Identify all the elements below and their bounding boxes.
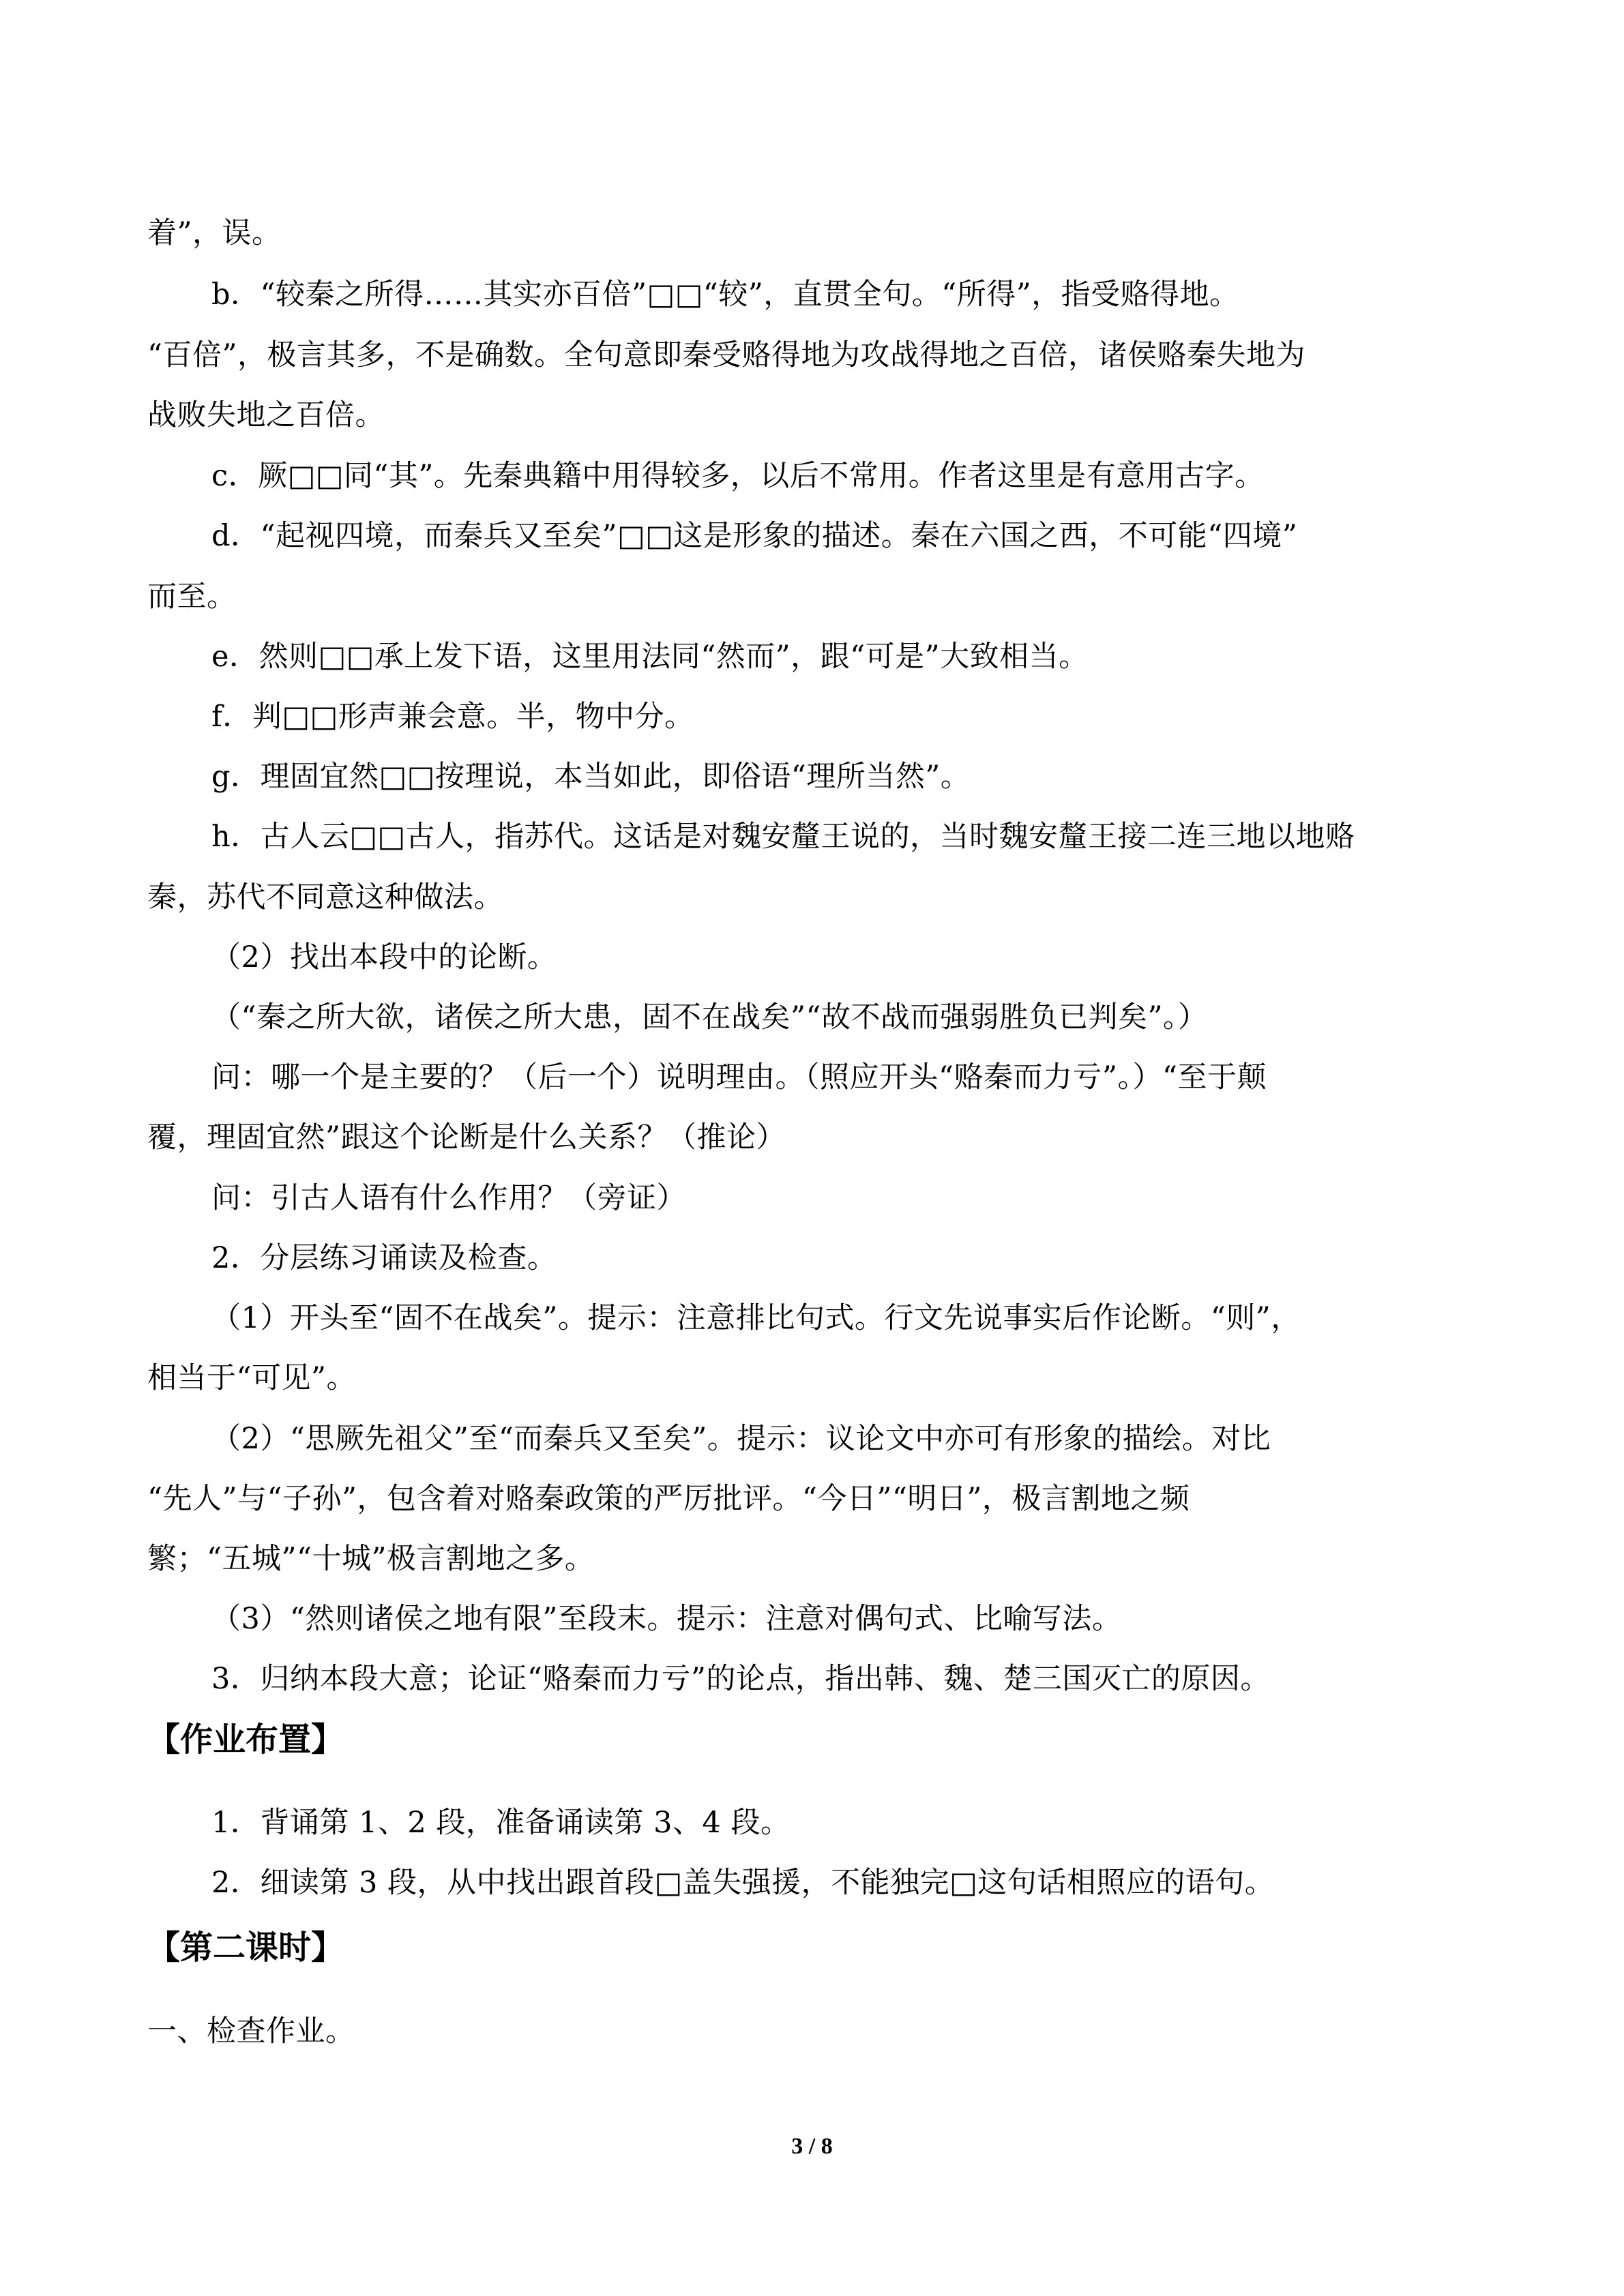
page-number: 3 / 8: [791, 2134, 833, 2159]
text-line: 问：引古人语有什么作用？（旁证）: [211, 1181, 686, 1215]
text-line: 覆，理固宜然”跟这个论断是什么关系？（推论）: [147, 1120, 786, 1154]
homework-item: 1．背诵第 1、2 段，准备诵读第 3、4 段。: [211, 1806, 791, 1840]
text-line: d．“起视四境，而秦兵又至矣”□□这是形象的描述。秦在六国之西，不可能“四境”: [211, 519, 1298, 553]
text-line: 2．分层练习诵读及检查。: [211, 1241, 557, 1275]
text-line: h．古人云□□古人，指苏代。这话是对魏安釐王说的，当时魏安釐王接二连三地以地赂: [211, 820, 1355, 854]
text-line: （2）找出本段中的论断。: [211, 940, 557, 974]
text-line: 着”，误。: [147, 216, 282, 250]
text-line: 繁；“五城”“十城”极言割地之多。: [147, 1542, 595, 1576]
text-line: g．理固宜然□□按理说，本当如此，即俗语“理所当然”。: [211, 760, 971, 794]
text-line: f．判□□形声兼会意。半，物中分。: [211, 700, 694, 734]
text-line: “百倍”，极言其多，不是确数。全句意即秦受赂得地为攻战得地之百倍，诸侯赂秦失地为: [147, 338, 1305, 372]
text-line: 秦，苏代不同意这种做法。: [147, 880, 503, 914]
text-line: 一、检查作业。: [147, 2014, 355, 2048]
text-line: “先人”与“子孙”，包含着对赂秦政策的严厉批评。“今日”“明日”，极言割地之频: [147, 1482, 1190, 1516]
text-line: 而至。: [147, 580, 237, 614]
section-heading-homework: 【作业布置】: [147, 1720, 344, 1759]
text-line: （3）“然则诸侯之地有限”至段末。提示：注意对偶句式、比喻写法。: [211, 1602, 1122, 1636]
text-line: b．“较秦之所得……其实亦百倍”□□“较”，直贯全句。“所得”，指受赂得地。: [211, 278, 1239, 312]
text-line: 战败失地之百倍。: [147, 398, 385, 432]
text-line: （“秦之所大欲，诸侯之所大患，固不在战矣”“故不战而强弱胜负已判矣”。）: [211, 1000, 1208, 1034]
homework-item: 2．细读第 3 段，从中找出跟首段□盖失强援，不能独完□这句话相照应的语句。: [211, 1866, 1275, 1900]
section-heading-second-lesson: 【第二课时】: [147, 1928, 344, 1967]
text-line: 相当于“可见”。: [147, 1361, 356, 1395]
text-line: （2）“思厥先祖父”至“而秦兵又至矣”。提示：议论文中亦可有形象的描绘。对比: [211, 1422, 1271, 1456]
text-line: （1）开头至“固不在战矣”。提示：注意排比句式。行文先说事实后作论断。“则”，: [211, 1301, 1301, 1335]
text-line: c．厥□□同“其”。先秦典籍中用得较多，以后不常用。作者这里是有意用古字。: [211, 459, 1265, 493]
text-line: e．然则□□承上发下语，这里用法同“然而”，跟“可是”大致相当。: [211, 640, 1089, 674]
text-line: 问：哪一个是主要的？（后一个）说明理由。（照应开头“赂秦而力亏”。）“至于颠: [211, 1060, 1267, 1094]
text-line: 3．归纳本段大意；论证“赂秦而力亏”的论点，指出韩、魏、楚三国灭亡的原因。: [211, 1662, 1270, 1696]
